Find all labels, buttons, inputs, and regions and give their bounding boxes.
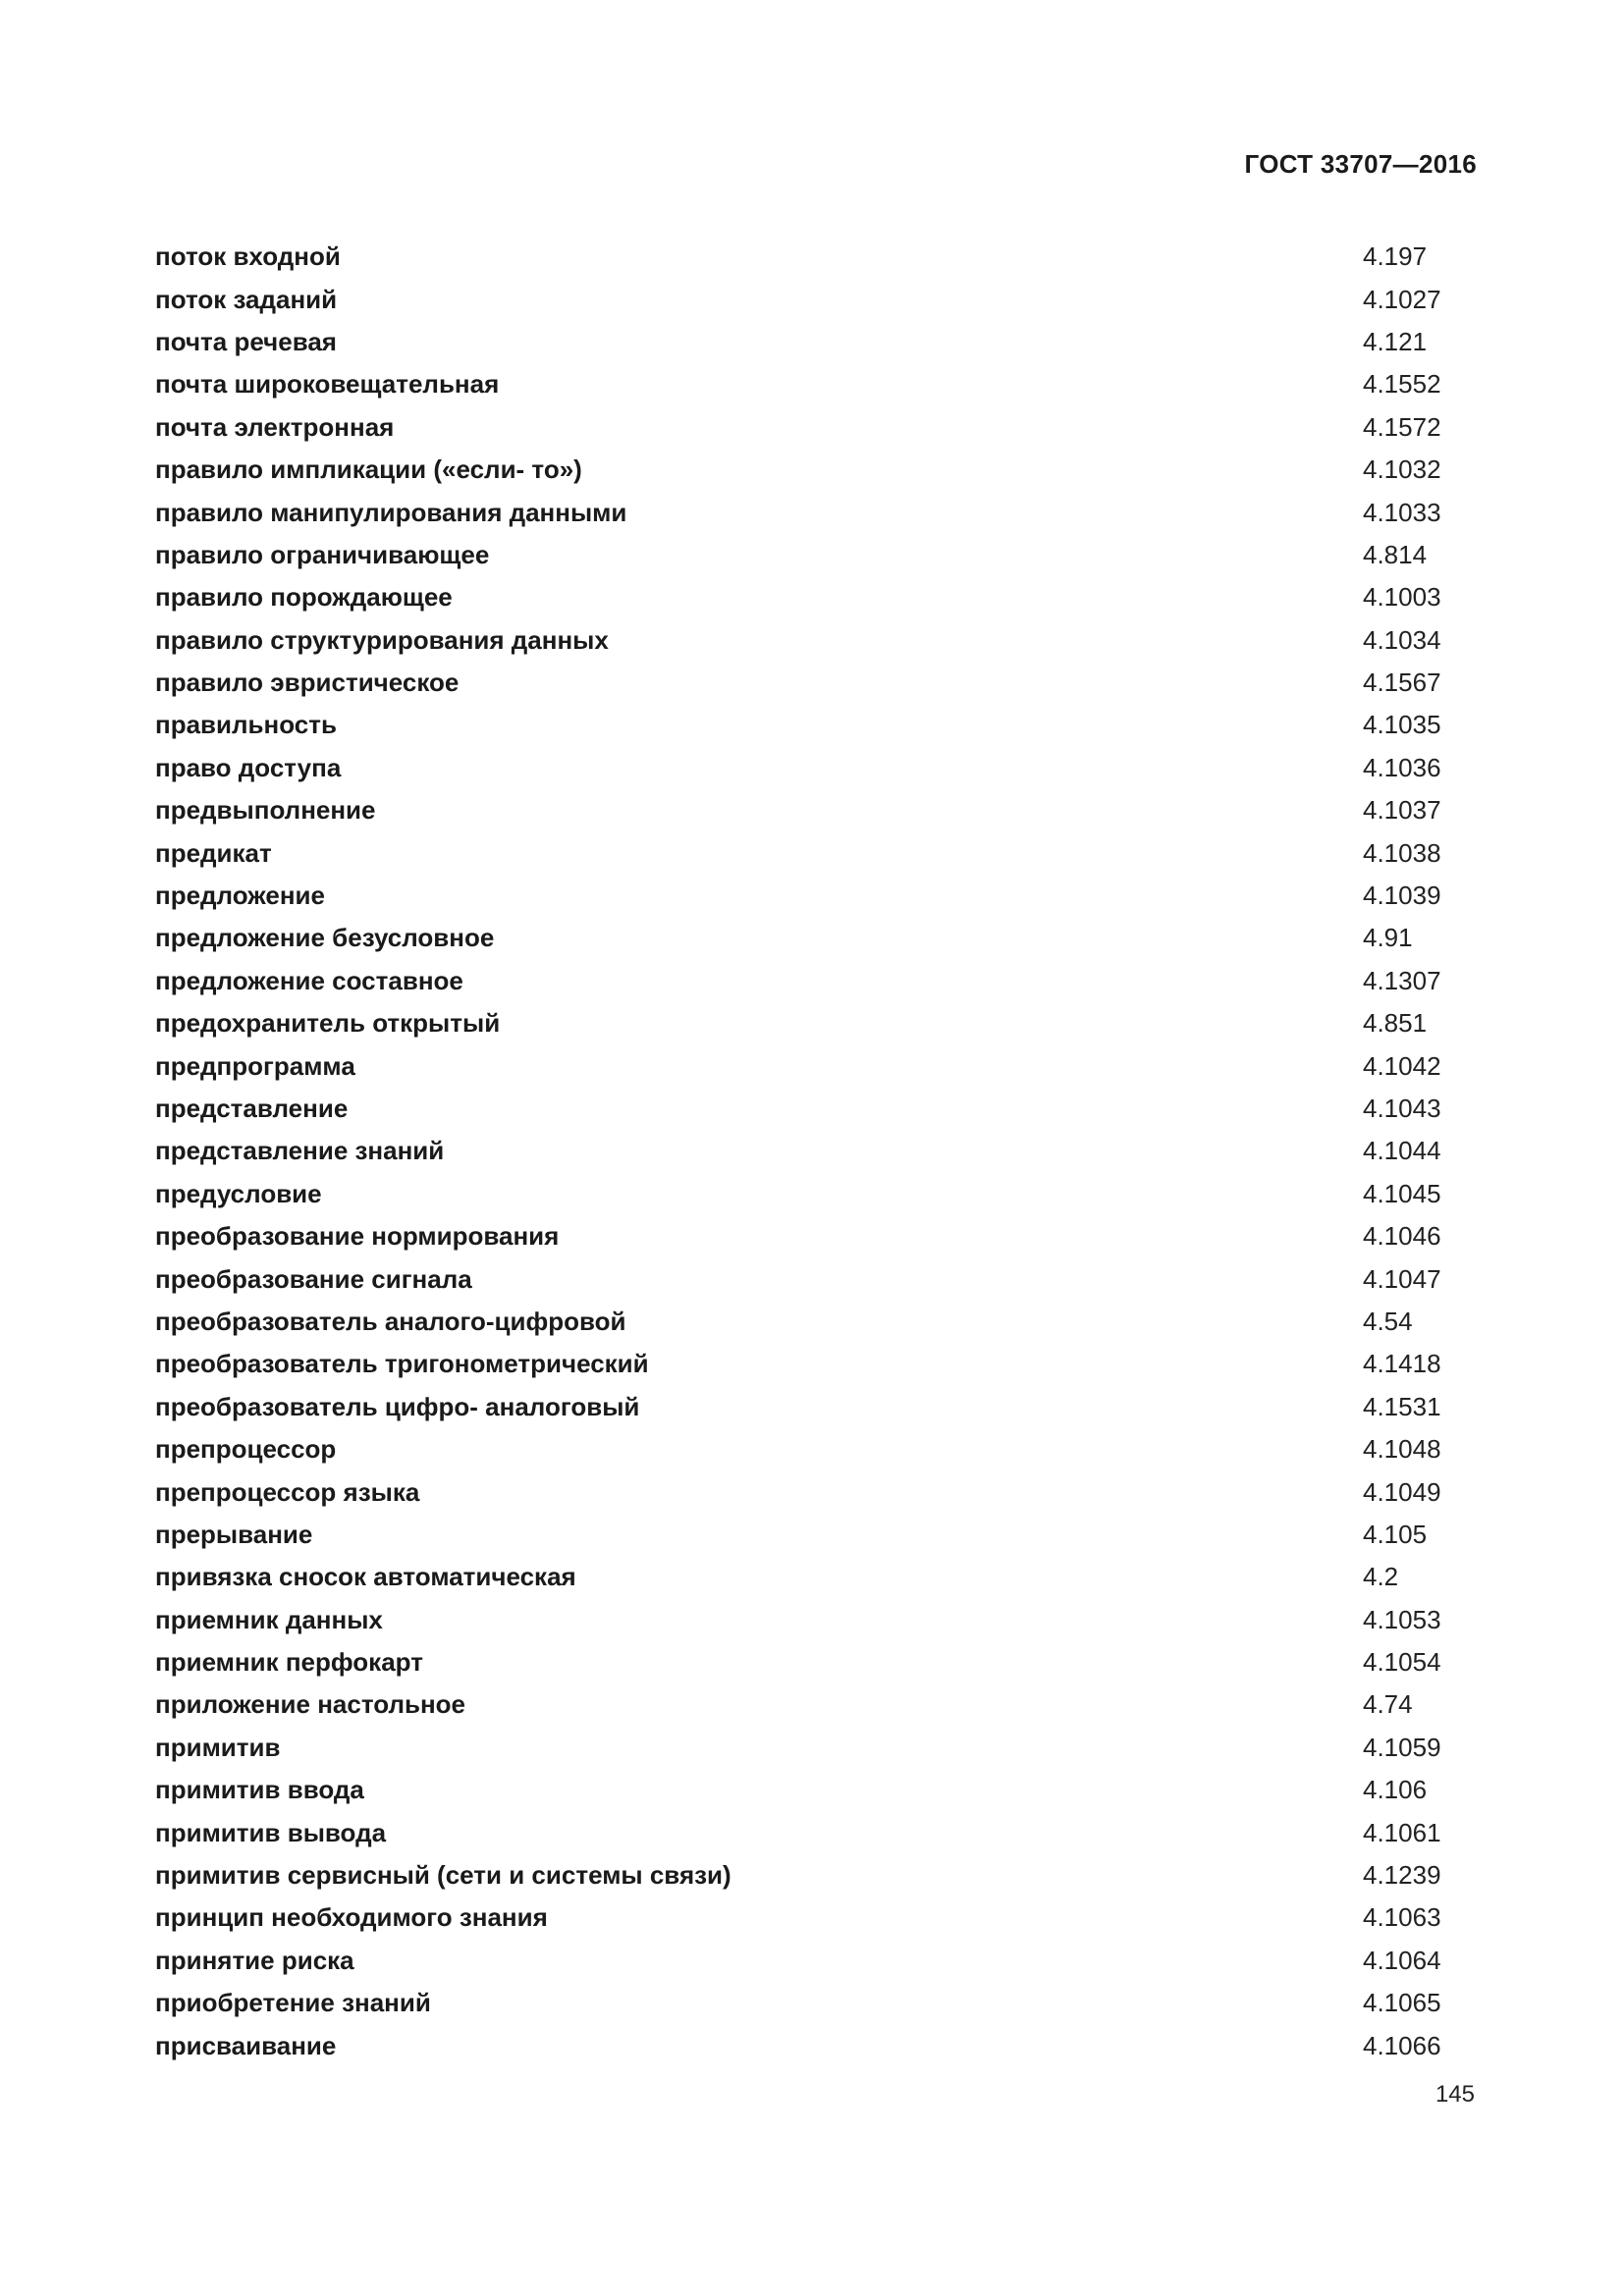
index-ref: 4.1036 <box>1363 752 1441 782</box>
index-term: препроцессор языка <box>155 1476 420 1507</box>
index-term: примитив сервисный (сети и системы связи) <box>155 1860 731 1891</box>
index-ref: 4.1033 <box>1363 497 1441 527</box>
index-ref: 4.1044 <box>1363 1136 1441 1166</box>
index-entry <box>155 1343 1477 1385</box>
index-ref: 4.197 <box>1363 241 1428 272</box>
index-list <box>155 236 1477 2067</box>
index-term: присваивание <box>155 2030 337 2060</box>
index-entry <box>155 1470 1477 1513</box>
index-entry <box>155 576 1477 618</box>
index-term: привязка сносок автоматическая <box>155 1562 576 1592</box>
index-term: преобразователь тригонометрический <box>155 1349 649 1379</box>
index-term: правильность <box>155 710 337 740</box>
index-entry <box>155 491 1477 533</box>
index-entry <box>155 960 1477 1002</box>
index-ref: 4.814 <box>1363 539 1428 569</box>
index-entry <box>155 321 1477 363</box>
index-term: правило манипулирования данными <box>155 497 627 527</box>
index-entry <box>155 747 1477 789</box>
index-entry <box>155 1044 1477 1087</box>
index-term: примитив <box>155 1732 281 1762</box>
index-ref: 4.1003 <box>1363 582 1441 613</box>
index-term: преобразователь аналого-цифровой <box>155 1306 626 1336</box>
index-entry <box>155 789 1477 831</box>
index-ref: 4.1065 <box>1363 1988 1441 2018</box>
index-entry <box>155 278 1477 320</box>
index-term: предусловие <box>155 1178 322 1208</box>
index-ref: 4.1061 <box>1363 1817 1441 1847</box>
index-term: принятие риска <box>155 1945 354 1975</box>
index-ref: 4.1567 <box>1363 667 1441 698</box>
index-term: правило ограничивающее <box>155 539 490 569</box>
index-ref: 4.121 <box>1363 326 1428 356</box>
index-term: примитив ввода <box>155 1775 364 1805</box>
index-term: поток входной <box>155 241 341 272</box>
index-entry <box>155 534 1477 576</box>
index-ref: 4.1037 <box>1363 795 1441 826</box>
index-ref: 4.1572 <box>1363 411 1441 442</box>
index-ref: 4.1239 <box>1363 1860 1441 1891</box>
index-ref: 4.1047 <box>1363 1263 1441 1294</box>
index-ref: 4.1552 <box>1363 369 1441 400</box>
index-term: предикат <box>155 837 272 868</box>
index-term: приобретение знаний <box>155 1988 431 2018</box>
index-term: преобразование сигнала <box>155 1263 472 1294</box>
index-entry <box>155 1002 1477 1044</box>
index-entry <box>155 1811 1477 1853</box>
index-entry <box>155 1556 1477 1598</box>
index-ref: 4.1054 <box>1363 1647 1441 1678</box>
index-term: преобразователь цифро- аналоговый <box>155 1391 640 1421</box>
index-term: предохранитель открытый <box>155 1008 501 1039</box>
index-ref: 4.1034 <box>1363 624 1441 655</box>
index-entry <box>155 363 1477 405</box>
index-entry <box>155 1173 1477 1215</box>
index-term: правило эвристическое <box>155 667 460 698</box>
index-ref: 4.1043 <box>1363 1094 1441 1123</box>
index-entry <box>155 1940 1477 1982</box>
index-entry <box>155 1301 1477 1343</box>
index-term: представление знаний <box>155 1136 445 1166</box>
index-ref: 4.851 <box>1363 1008 1428 1039</box>
index-ref: 4.1042 <box>1363 1050 1441 1081</box>
index-ref: 4.1053 <box>1363 1604 1441 1634</box>
index-entry <box>155 662 1477 704</box>
index-ref: 4.74 <box>1363 1689 1413 1720</box>
index-ref: 4.1035 <box>1363 710 1441 740</box>
index-term: поток заданий <box>155 284 338 314</box>
index-term: препроцессор <box>155 1434 337 1465</box>
index-term: правило импликации («если- то») <box>155 454 582 485</box>
index-entry <box>155 1683 1477 1726</box>
index-entry <box>155 1641 1477 1683</box>
index-ref: 4.54 <box>1363 1306 1413 1336</box>
index-entry <box>155 1599 1477 1641</box>
index-ref: 4.1032 <box>1363 454 1441 485</box>
index-term: предложение составное <box>155 965 463 995</box>
index-entry <box>155 875 1477 917</box>
index-term: прерывание <box>155 1519 313 1549</box>
index-entry <box>155 1386 1477 1428</box>
index-entry <box>155 1854 1477 1896</box>
index-ref: 4.1049 <box>1363 1476 1441 1507</box>
index-entry <box>155 1514 1477 1556</box>
index-ref: 4.1045 <box>1363 1178 1441 1208</box>
index-entry <box>155 1088 1477 1130</box>
index-entry <box>155 917 1477 959</box>
index-ref: 4.1039 <box>1363 881 1441 911</box>
index-term: приемник перфокарт <box>155 1647 423 1678</box>
index-entry <box>155 449 1477 491</box>
index-ref: 4.1038 <box>1363 837 1441 868</box>
index-ref: 4.1063 <box>1363 1902 1441 1933</box>
index-entry <box>155 1215 1477 1257</box>
index-entry <box>155 704 1477 746</box>
index-term: правило структурирования данных <box>155 624 609 655</box>
index-entry <box>155 2024 1477 2066</box>
index-term: почта широковещательная <box>155 369 500 400</box>
index-ref: 4.91 <box>1363 923 1413 953</box>
index-ref: 4.1531 <box>1363 1391 1441 1421</box>
index-entry <box>155 1727 1477 1769</box>
index-term: предвыполнение <box>155 795 376 826</box>
index-term: почта речевая <box>155 326 337 356</box>
index-ref: 4.1418 <box>1363 1349 1441 1379</box>
index-entry <box>155 1982 1477 2024</box>
index-entry <box>155 1130 1477 1172</box>
index-ref: 4.1066 <box>1363 2030 1441 2060</box>
index-term: предложение <box>155 881 325 911</box>
index-ref: 4.1048 <box>1363 1434 1441 1465</box>
index-term: примитив вывода <box>155 1817 387 1847</box>
page-number: 145 <box>1435 2081 1475 2108</box>
index-entry <box>155 1896 1477 1939</box>
index-ref: 4.1046 <box>1363 1221 1441 1252</box>
index-entry <box>155 619 1477 662</box>
index-term: представление <box>155 1094 349 1123</box>
index-entry <box>155 406 1477 449</box>
index-ref: 4.1064 <box>1363 1945 1441 1975</box>
index-entry <box>155 236 1477 278</box>
index-term: почта электронная <box>155 411 395 442</box>
index-entry <box>155 1428 1477 1470</box>
index-term: предложение безусловное <box>155 923 495 953</box>
index-term: приложение настольное <box>155 1689 465 1720</box>
index-term: приемник данных <box>155 1604 383 1634</box>
index-term: преобразование нормирования <box>155 1221 560 1252</box>
index-entry <box>155 1769 1477 1811</box>
index-ref: 4.1059 <box>1363 1732 1441 1762</box>
index-ref: 4.1027 <box>1363 284 1441 314</box>
index-ref: 4.2 <box>1363 1562 1399 1592</box>
page-header: ГОСТ 33707—2016 <box>1244 149 1477 179</box>
index-ref: 4.105 <box>1363 1519 1428 1549</box>
index-entry <box>155 831 1477 874</box>
index-term: правило порождающее <box>155 582 453 613</box>
index-term: принцип необходимого знания <box>155 1902 548 1933</box>
index-term: право доступа <box>155 752 342 782</box>
index-term: предпрограмма <box>155 1050 355 1081</box>
index-entry <box>155 1257 1477 1300</box>
index-ref: 4.106 <box>1363 1775 1428 1805</box>
index-ref: 4.1307 <box>1363 965 1441 995</box>
